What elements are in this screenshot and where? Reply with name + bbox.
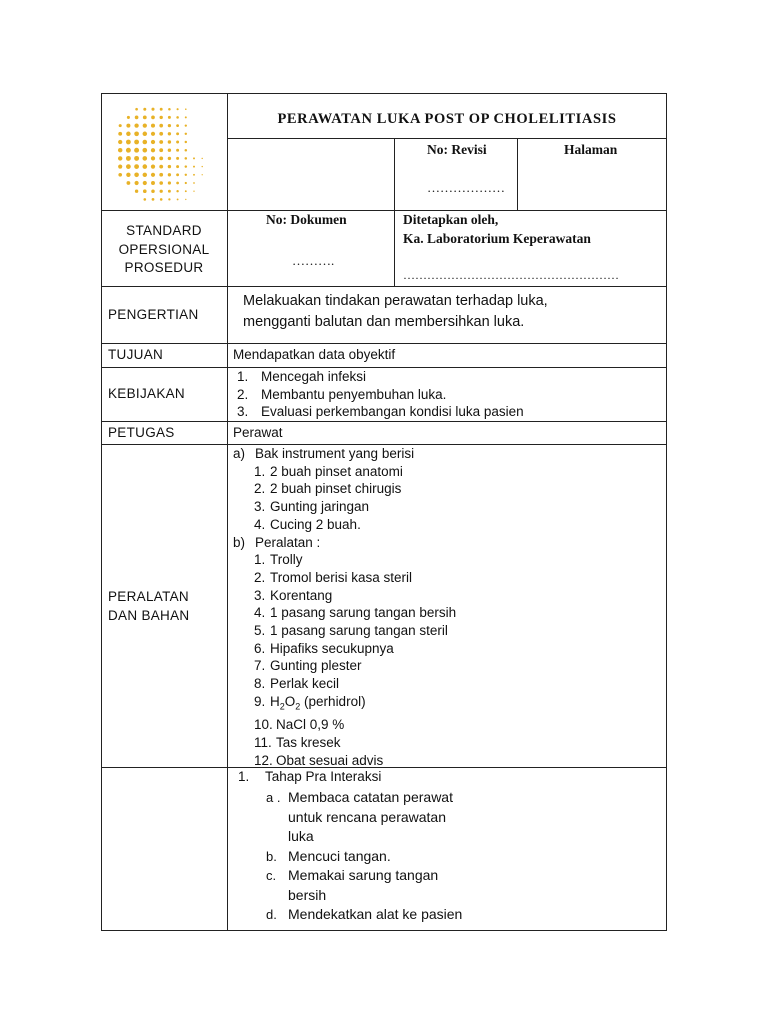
logo-dot — [176, 141, 179, 144]
border-top — [101, 93, 667, 94]
logo-dot — [168, 149, 171, 152]
logo-dot — [193, 157, 195, 159]
logo-dot — [160, 116, 163, 119]
list-item: 4. 1 pasang sarung tangan bersih — [254, 605, 457, 621]
logo-dot — [118, 132, 122, 136]
logo-dot — [151, 181, 155, 185]
list-item: 1. 2 buah pinset anatomi — [254, 463, 403, 479]
list-item: 1. Trolly — [254, 552, 303, 568]
logo-dot — [159, 124, 163, 128]
logo-dot — [135, 190, 138, 193]
approved-label: Ditetapkan oleh, — [403, 212, 499, 227]
logo-dot — [118, 173, 122, 177]
list-item: 11. Tas kresek — [254, 734, 341, 750]
logo-dot — [151, 140, 155, 144]
logo-dot — [142, 156, 147, 161]
group-a-title: a) Bak instrument yang berisi — [233, 446, 415, 461]
step-sublist — [266, 788, 462, 925]
logo-dot — [134, 140, 139, 145]
list-item: c. Memakai sarung tangan bersih — [266, 867, 439, 903]
logo-dot — [127, 116, 130, 119]
divider-revisi — [394, 138, 395, 286]
border-bottom — [101, 930, 667, 931]
divider-header — [101, 210, 667, 211]
page-label: Halaman — [564, 142, 618, 157]
logo-dot — [134, 131, 139, 136]
peralatan-label-line: DAN BAHAN — [108, 607, 190, 623]
list-item: 12. Obat sesuai advis — [254, 752, 384, 768]
pengertian-text — [243, 291, 548, 333]
divider-title — [227, 138, 667, 139]
step-title: 1. Tahap Pra Interaksi — [238, 769, 382, 784]
logo-dot — [168, 116, 171, 119]
logo-dot — [134, 156, 139, 161]
institution-logo-icon — [108, 98, 220, 208]
document-number-label: No: Dokumen — [266, 212, 347, 227]
list-item: d. Mendekatkan alat ke pasien — [266, 906, 463, 922]
logo-dot — [168, 190, 171, 193]
logo-dot — [159, 132, 163, 136]
list-item: a . Membaca catatan perawat untuk rencana perawatan luka — [266, 789, 453, 844]
logo-dot — [118, 156, 122, 160]
logo-dot — [168, 108, 171, 111]
logo-dot — [193, 174, 195, 176]
logo-dot — [126, 148, 131, 153]
logo-dot — [119, 124, 122, 127]
logo-dot — [177, 108, 179, 110]
logo-dot — [185, 116, 187, 118]
list-item-chemical: 9. $H_2O_2$ (perhidrol) — [254, 693, 366, 712]
border-right — [666, 93, 667, 931]
logo-dot — [143, 173, 147, 177]
logo-dot — [193, 182, 195, 184]
list-item: 3. Korentang — [254, 587, 333, 603]
logo-dot — [143, 198, 146, 201]
logo-dot — [134, 123, 138, 127]
logo-dot — [126, 173, 130, 177]
logo-dot — [202, 174, 203, 175]
logo-dot — [159, 173, 163, 177]
logo-dot — [134, 164, 139, 169]
logo-dot — [168, 157, 171, 160]
logo-dot — [185, 108, 187, 110]
logo-dot — [143, 108, 146, 111]
revision-value: ……………… — [427, 180, 505, 195]
list-item: 3. Gunting jaringan — [254, 499, 370, 515]
logo-dot — [159, 148, 163, 152]
logo-dot — [151, 173, 155, 177]
revision-label: No: Revisi — [427, 142, 487, 157]
logo-dot — [143, 132, 148, 137]
logo-dot — [160, 108, 163, 111]
approved-by: Ka. Laboratorium Keperawatan — [403, 231, 591, 246]
logo-dot — [151, 108, 154, 111]
logo-dot — [185, 133, 187, 135]
logo-dot — [168, 124, 171, 127]
list-item: 7. Gunting plester — [254, 658, 362, 674]
logo-dot — [160, 190, 163, 193]
logo-dot — [126, 164, 131, 169]
logo-dot — [185, 174, 187, 176]
logo-dot — [168, 132, 171, 135]
logo-dot — [185, 124, 187, 126]
document-number-value: ………. — [292, 253, 335, 268]
tujuan-label: TUJUAN — [108, 347, 164, 362]
logo-dot — [168, 173, 171, 176]
group-b-title: b) Peralatan : — [233, 534, 321, 550]
list-item: 2. Tromol berisi kasa steril — [254, 569, 413, 585]
logo-dot — [126, 124, 130, 128]
logo-dot — [143, 189, 147, 193]
logo-dot — [126, 132, 131, 137]
logo-dot — [143, 115, 147, 119]
logo-dot — [176, 149, 179, 152]
logo-dot — [127, 181, 131, 185]
logo-dot — [176, 124, 179, 127]
list-item: 3. Evaluasi perkembangan kondisi luka pasien — [237, 404, 524, 419]
logo-dot — [193, 191, 194, 192]
logo-dot — [126, 140, 131, 145]
logo-dot — [143, 181, 147, 185]
peralatan-label — [108, 588, 189, 625]
approved-signature-line: ……………………………………………… — [403, 268, 619, 282]
tujuan-text: Mendapatkan data obyektif — [233, 347, 396, 362]
logo-dot — [118, 140, 122, 144]
logo-dot — [159, 165, 163, 169]
logo-dot — [159, 156, 163, 160]
logo-dot — [118, 165, 122, 169]
logo-dot — [135, 116, 139, 120]
divider-sop — [101, 286, 667, 287]
logo-dot — [177, 198, 179, 200]
logo-dot — [151, 156, 155, 160]
logo-dot — [202, 166, 203, 167]
logo-dot — [176, 190, 178, 192]
logo-dot — [168, 181, 171, 184]
logo-dot — [168, 165, 171, 168]
peralatan-label-line: PERALATAN — [108, 589, 189, 604]
list-item: 2. Membantu penyembuhan luka. — [237, 386, 447, 402]
pengertian-label: PENGERTIAN — [108, 307, 199, 322]
logo-dot — [185, 157, 188, 160]
list-item: 8. Perlak kecil — [254, 676, 340, 692]
logo-dot — [185, 182, 187, 184]
logo-dot — [176, 173, 179, 176]
logo-dot — [159, 181, 163, 185]
logo-dot — [185, 149, 188, 152]
pengertian-line: Melakuakan tindakan perawatan terhadap luka, — [243, 293, 548, 309]
logo-dot — [135, 108, 138, 111]
petugas-text: Perawat — [233, 425, 283, 440]
sop-title-line: OPERSIONAL — [118, 241, 210, 257]
logo-dot — [193, 166, 195, 168]
logo-dot — [151, 124, 155, 128]
logo-dot — [118, 148, 122, 152]
logo-dot — [134, 173, 139, 178]
kebijakan-label: KEBIJAKAN — [108, 386, 185, 401]
pengertian-line: mengganti balutan dan membersihkan luka. — [243, 314, 525, 330]
logo-dot — [176, 157, 179, 160]
logo-dot — [151, 148, 155, 152]
divider-kebijakan — [101, 421, 667, 422]
list-item: b. Mencuci tangan. — [266, 847, 391, 864]
logo-dot — [185, 190, 187, 192]
list-item: 5. 1 pasang sarung tangan steril — [254, 623, 448, 639]
logo-dot — [185, 199, 186, 200]
divider-column — [227, 93, 228, 931]
logo-dot — [201, 158, 202, 159]
border-left — [101, 93, 102, 931]
kebijakan-list — [237, 368, 524, 421]
logo-dot — [176, 132, 179, 135]
logo-dot — [134, 148, 139, 153]
logo-dot — [151, 189, 155, 193]
sop-title — [101, 222, 227, 278]
logo-dot — [126, 156, 131, 161]
logo-dot — [151, 116, 155, 120]
logo-dot — [151, 164, 155, 168]
list-item: 1. Mencegah infeksi — [237, 369, 367, 384]
logo-dot — [152, 198, 155, 201]
logo-dot — [135, 181, 139, 185]
petugas-label: PETUGAS — [108, 425, 175, 440]
list-item: 6. Hipafiks secukupnya — [254, 640, 394, 656]
logo-dot — [185, 141, 187, 143]
logo-dot — [143, 140, 148, 145]
divider-halaman — [517, 138, 518, 210]
logo-dot — [176, 165, 179, 168]
peralatan-list — [233, 445, 456, 769]
list-item: 2. 2 buah pinset chirugis — [254, 481, 402, 497]
document-title: PERAWATAN LUKA POST OP CHOLELITIASIS — [277, 111, 617, 127]
sop-title-line: PROSEDUR — [124, 260, 204, 275]
logo-dot — [168, 198, 170, 200]
list-item: 4. Cucing 2 buah. — [254, 516, 361, 532]
logo-dot — [143, 164, 148, 169]
logo-dot — [185, 165, 187, 167]
logo-dot — [168, 140, 171, 143]
divider-pengertian — [101, 343, 667, 344]
logo-dot — [151, 132, 155, 136]
logo-dot — [159, 140, 163, 144]
sop-title-line: STANDARD — [126, 223, 202, 238]
logo-dot — [176, 116, 179, 119]
logo-dot — [160, 198, 163, 201]
logo-dot — [142, 148, 147, 153]
list-item: 10. NaCl 0,9 % — [254, 717, 345, 733]
logo-dot — [176, 182, 179, 185]
logo-dot — [143, 123, 147, 127]
